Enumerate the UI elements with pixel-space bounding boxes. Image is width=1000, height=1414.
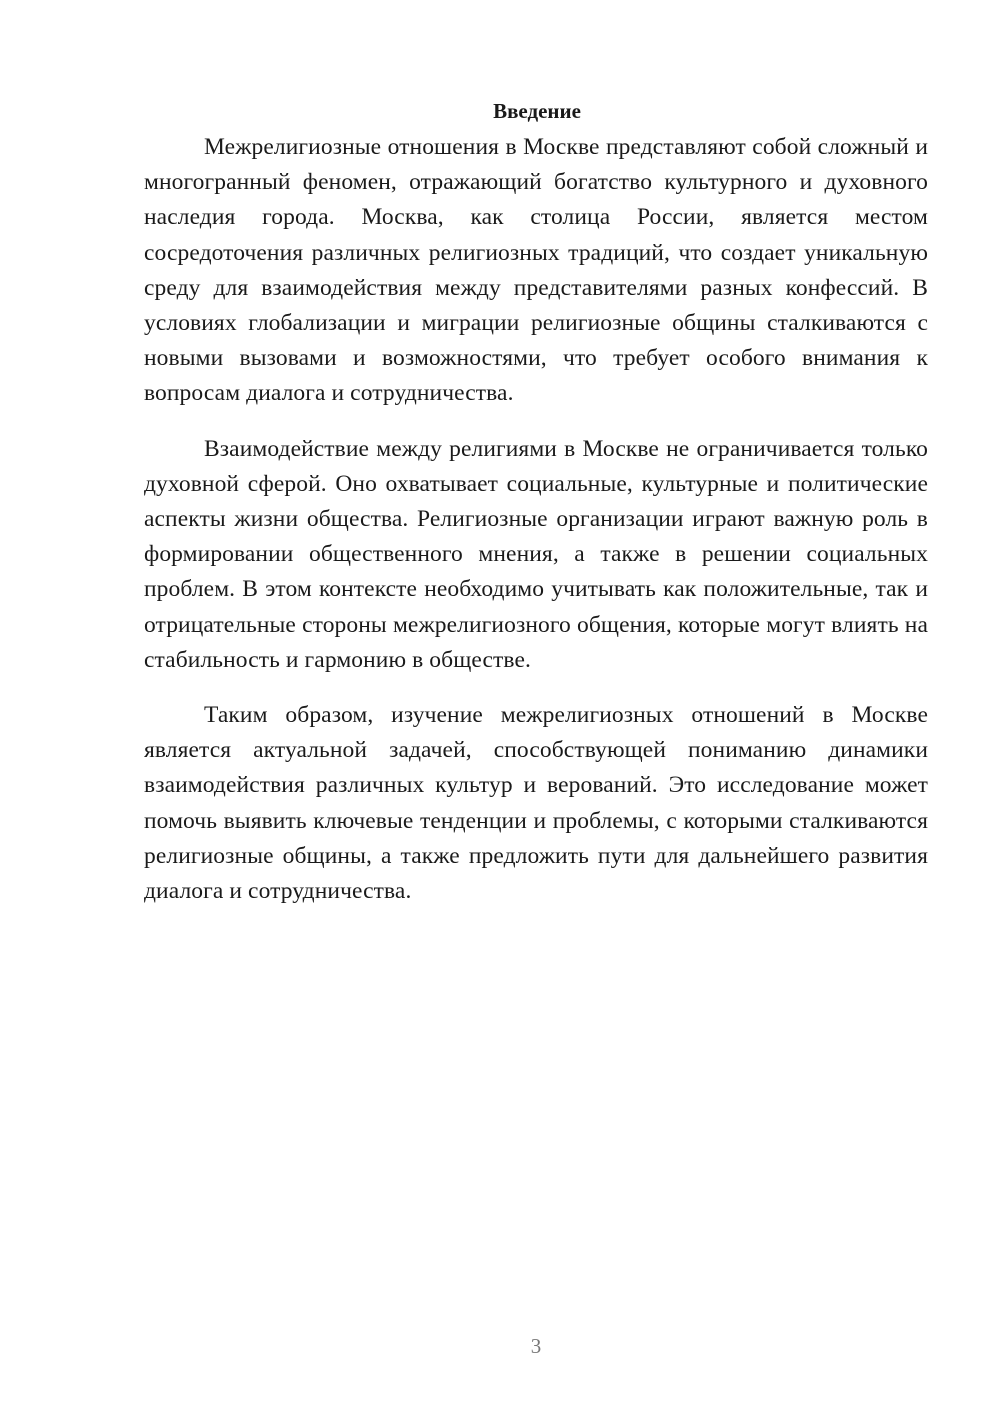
page-number: 3 <box>530 1334 542 1358</box>
paragraph-1: Межрелигиозные отношения в Москве представляют собой сложный и многогранный феномен, отражающий богатство культурного и духовного наследия города. Москва, как столица России, является местом сосредоточения различных религиозных традиций, что создает уникальную среду для взаимодействия между представителями разных конфессий. В условиях глобализации и миграции религиозные общины сталкиваются с новыми вызовами и возможностями, что требует особого внимания к вопросам диалога и сотрудничества. <box>144 134 928 407</box>
section-heading: Введение <box>493 99 581 123</box>
paragraph-2: Взаимодействие между религиями в Москве не ограничивается только духовной сферой. Оно охватывает социальные, культурные и политические аспекты жизни общества. Религиозные организации играют важную роль в формировании общественного мнения, а также в решении социальных проблем. В этом контексте необходимо учитывать как положительные, так и отрицательные стороны межрелигиозного общения, которые могут влиять на стабильность и гармонию в обществе. <box>144 435 928 673</box>
paragraph-3: Таким образом, изучение межрелигиозных отношений в Москве является актуальной задачей, способствующей пониманию динамики взаимодействия различных культур и верований. Это исследование может помочь выявить ключевые тенденции и проблемы, с которыми сталкиваются религиозные общины, а также предложить пути для дальнейшего развития диалога и сотрудничества. <box>144 702 928 905</box>
page-body <box>144 94 928 929</box>
